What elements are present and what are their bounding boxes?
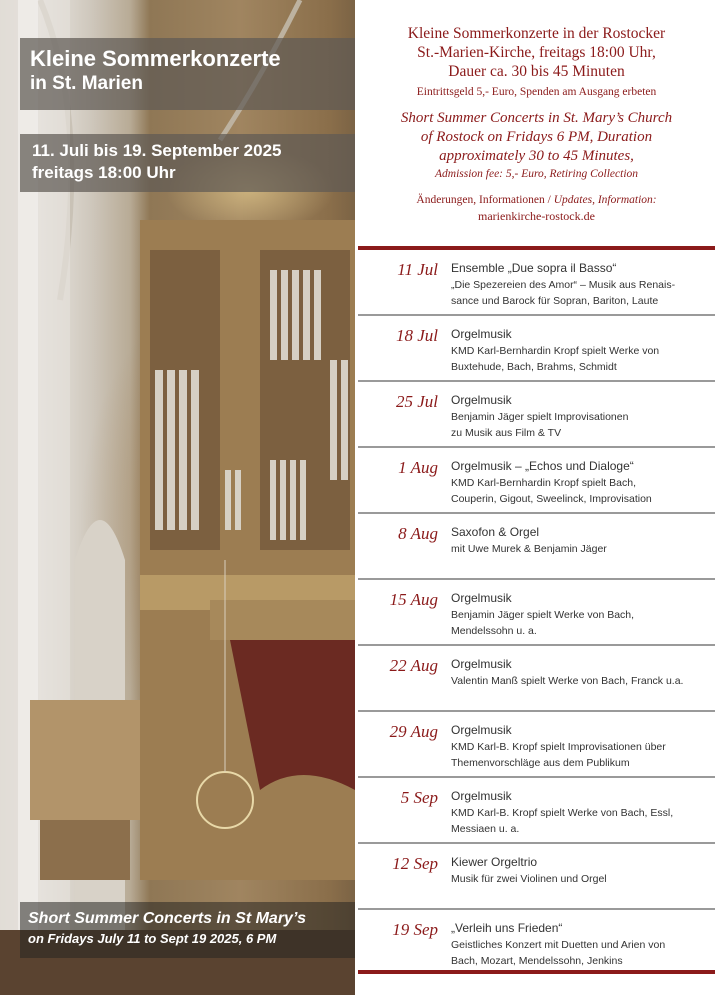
event-date: 5 Sep [400, 788, 438, 807]
event-title: „Verleih uns Frieden“ [451, 921, 563, 935]
event-row [358, 712, 715, 778]
event-title: Saxofon & Orgel [451, 525, 540, 539]
poster-subtitle: in St. Marien [30, 73, 143, 94]
website-link[interactable]: marienkirche-rostock.de [478, 209, 595, 223]
event-description: KMD Karl-B. Kropf spielt Werke von Bach, Essl, Messiaen u. a. [451, 807, 674, 835]
english-title: Short Summer Concerts in St Mary’s [28, 910, 306, 927]
event-description: „Die Spezereien des Amor“ – Musik aus Renais- sance und Barock für Sopran, Bariton, Laute [451, 279, 676, 307]
changes-en: Updates, Information: [553, 194, 657, 206]
concert-time: freitags 18:00 Uhr [32, 163, 176, 182]
title-box [20, 38, 355, 110]
event-date: 11 Jul [397, 260, 438, 279]
english-summary-box [20, 902, 355, 958]
season-dates: 11. Juli bis 19. September 2025 [32, 141, 282, 160]
event-row [358, 910, 715, 976]
event-row [358, 646, 715, 712]
event-description: KMD Karl-Bernhardin Kropf spielt Werke von Buxtehude, Bach, Brahms, Schmidt [451, 345, 660, 373]
event-date: 8 Aug [398, 524, 438, 543]
event-description: KMD Karl-B. Kropf spielt Improvisationen über Themenvorschläge aus dem Publikum [451, 741, 666, 769]
bottom-divider [358, 970, 715, 974]
event-row [358, 316, 715, 382]
event-row [358, 778, 715, 844]
event-list [358, 250, 715, 976]
event-date: 29 Aug [389, 722, 438, 741]
changes-de: Änderungen, Informationen / [416, 194, 551, 206]
event-row [358, 382, 715, 448]
event-title: Orgelmusik [451, 657, 512, 671]
header-en-line3: approximately 30 to 45 Minutes, [439, 148, 634, 164]
event-row [358, 580, 715, 646]
header-en-line1: Short Summer Concerts in St. Mary’s Church [400, 110, 673, 126]
event-description: Geistliches Konzert mit Duetten und Arien von Bach, Mozart, Mendelssohn, Jenkins [451, 939, 666, 967]
event-title: Orgelmusik – „Echos und Dialoge“ [451, 459, 634, 473]
event-description: Valentin Manß spielt Werke von Bach, Franck u.a. [451, 675, 684, 687]
header-en-fee: Admission fee: 5,- Euro, Retiring Collection [434, 168, 639, 180]
organ-photo [0, 0, 355, 995]
event-row [358, 844, 715, 910]
english-dates: on Fridays July 11 to Sept 19 2025, 6 PM [28, 931, 277, 946]
event-description: KMD Karl-Bernhardin Kropf spielt Bach, Couperin, Gigout, Sweelinck, Improvisation [451, 477, 652, 505]
header-de-line1: Kleine Sommerkonzerte in der Rostocker [407, 25, 666, 42]
event-row [358, 514, 715, 580]
header-de-line3: Dauer ca. 30 bis 45 Minuten [448, 63, 625, 80]
event-title: Orgelmusik [451, 789, 512, 803]
event-description: Benjamin Jäger spielt Werke von Bach, Mendelssohn u. a. [451, 609, 635, 637]
header-de-line2: St.-Marien-Kirche, freitags 18:00 Uhr, [417, 44, 656, 61]
event-date: 19 Sep [392, 920, 438, 939]
info-header [358, 0, 715, 224]
event-date: 18 Jul [395, 326, 438, 345]
event-title: Orgelmusik [451, 591, 512, 605]
event-title: Orgelmusik [451, 327, 512, 341]
event-row [358, 250, 715, 316]
header-de-fee: Eintrittsgeld 5,- Euro, Spenden am Ausgang erbeten [416, 86, 657, 98]
event-row [358, 448, 715, 514]
event-date: 15 Aug [389, 590, 438, 609]
event-date: 1 Aug [398, 458, 438, 477]
header-changes [358, 193, 715, 208]
event-title: Kiewer Orgeltrio [451, 855, 538, 869]
event-description: Musik für zwei Violinen und Orgel [451, 873, 607, 885]
date-box [20, 134, 355, 192]
event-date: 25 Jul [395, 392, 438, 411]
info-panel [358, 0, 715, 995]
event-title: Orgelmusik [451, 723, 512, 737]
event-description: Benjamin Jäger spielt Improvisationen zu Musik aus Film & TV [451, 411, 629, 439]
event-description: mit Uwe Murek & Benjamin Jäger [451, 543, 607, 555]
event-title: Ensemble „Due sopra il Basso“ [451, 261, 617, 275]
event-date: 12 Sep [392, 854, 438, 873]
event-title: Orgelmusik [451, 393, 512, 407]
poster-title: Kleine Sommerkonzerte [30, 46, 281, 71]
event-date: 22 Aug [389, 656, 438, 675]
header-en-line2: of Rostock on Fridays 6 PM, Duration [420, 129, 653, 145]
